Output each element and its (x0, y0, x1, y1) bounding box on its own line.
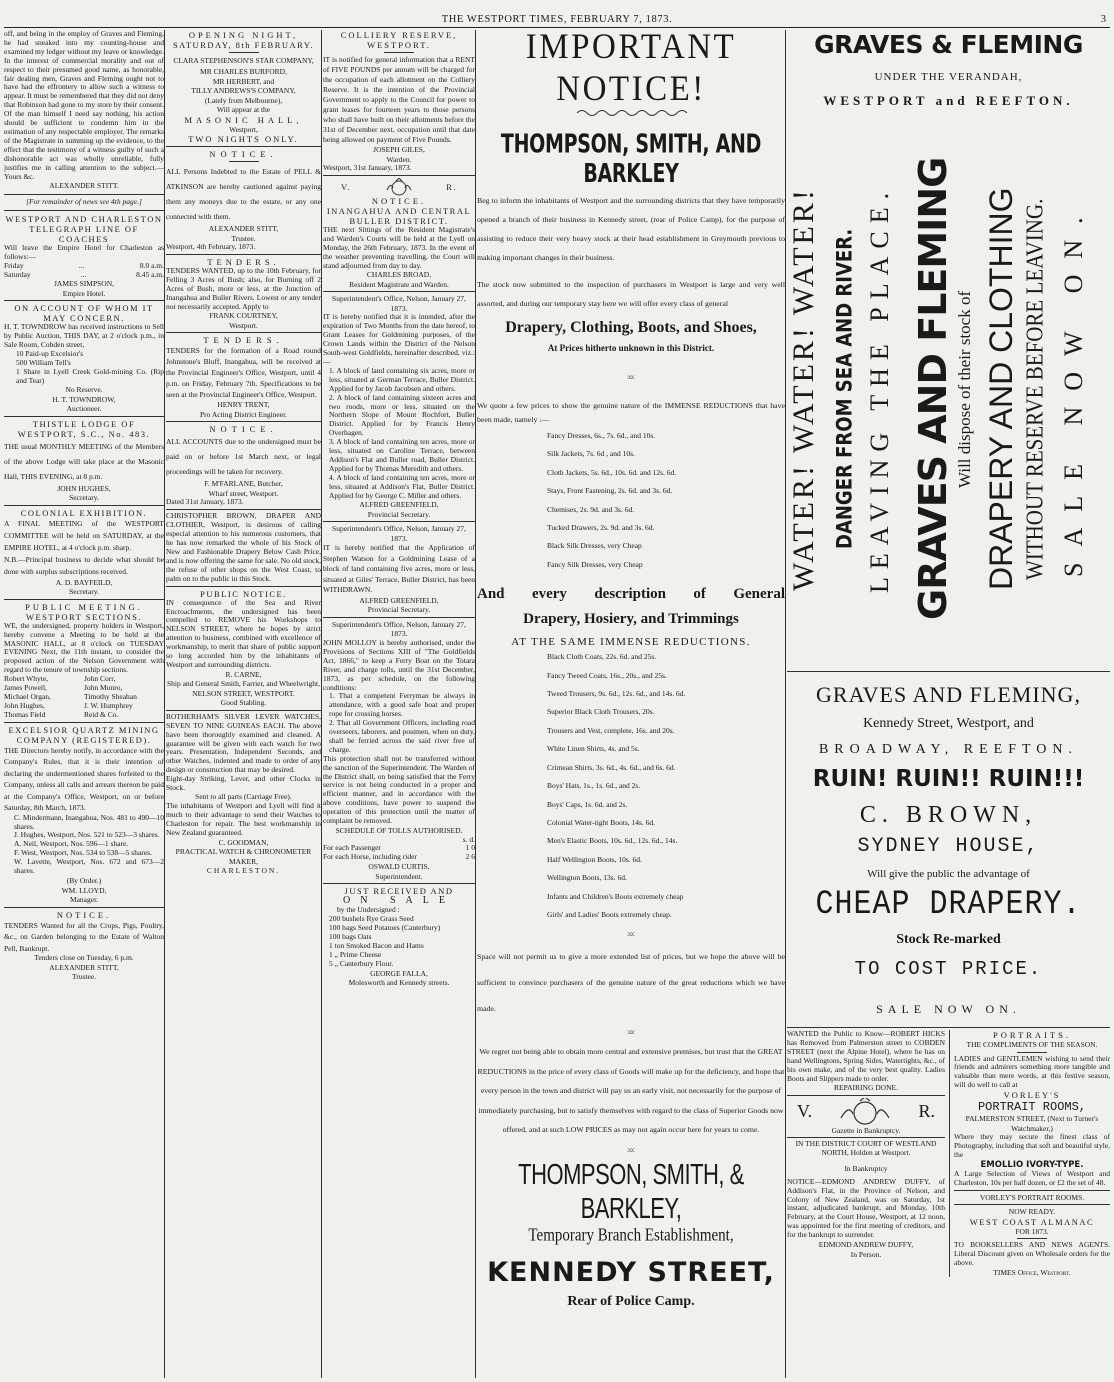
sale-now-on-vertical: SALE NOW ON. (1059, 201, 1088, 577)
signature: JOHN HUGHES, (57, 483, 111, 493)
c-brown: C. BROWN, (859, 802, 1038, 828)
tolls-units: s. d. (462, 834, 475, 844)
vorley-footer: VORLEY'S PORTRAIT ROOMS. (979, 1192, 1085, 1202)
cast-line: TILLY ANDREWS'S COMPANY, (191, 86, 296, 95)
bottom-right-ads (950, 1030, 1110, 1277)
exhibition-nb: N.B.—Principal business to decide what should be done with surplus subscriptions received. (4, 554, 164, 576)
signature: Warden. (386, 154, 412, 164)
drapery-headline: Drapery, Clothing, Boots, and Shoes, (505, 319, 757, 336)
vr-left: V. (341, 181, 352, 192)
royal-arms-icon (384, 178, 414, 196)
duffy-body: NOTICE—EDMOND ANDREW DUFFY, of Addison's Flat, in the Province of Nelson, and Colony of New Zealand, was on Saturday, 1st instant, adjudicated bankrupt, and Monday, 10th February, at the Court House, Westport, at 12 noon, was appointed for the first meeting of creditors, and for the bankrupt to surrender. (787, 1176, 945, 1240)
toll-row: For each Passenger 1 0 (323, 843, 475, 853)
page-number: 3 (1100, 14, 1106, 25)
bottom-ads (787, 1030, 1110, 1277)
graves-and-fleming-vertical: GRAVES AND FLEMING (911, 157, 955, 621)
price-item: Cloth Jackets, 5s. 6d., 10s. 6d. and 12s. 6d. (547, 467, 677, 477)
stock-item: 5 „ Canterbury Flour. (329, 958, 394, 968)
price-item: Wellington Boots, 13s. 6d. (547, 873, 627, 883)
emollio-ivory-type: EMOLLIO IVORY-TYPE. (980, 1159, 1084, 1170)
signature: Westport. (229, 320, 258, 330)
column-rule (321, 30, 322, 1378)
ferry-condition: 1. That a competent Ferryman be always in attendance, with a good safe boat and proper rope for crossing horses. (329, 691, 475, 719)
signature: ALFRED GREENFIELD, (359, 595, 439, 605)
intro-body: Beg to inform the inhabitants of Westport and the surrounding districts that they have temporarily opened a branch of their business in Kennedy street, (rear of Police Camp), for the purpose of assisting to reduce their very heavy stock at their head establishment in Greymouth previous to making important changes in their business. (477, 196, 785, 262)
column-rule (785, 30, 786, 1378)
notice-body: ALL ACCOUNTS due to the undersigned must be paid on or before 1st March next, or legal proceedings will be taken for recovery. (166, 437, 321, 477)
price-item: Half Wellington Boots, 10s. 6d. (547, 854, 642, 864)
excelsior-item: F. West, Westport, Nos. 534 to 538—5 shares. (14, 848, 152, 858)
signature: OSWALD CURTIS, (368, 862, 430, 872)
almanac-heading: WEST COAST ALMANAC (969, 1216, 1095, 1227)
sydney-house: SYDNEY HOUSE, (857, 835, 1040, 858)
signature: Good Stabling. (220, 698, 267, 708)
office-heading: Superintendent's Office, Nelson, January 27, 1873. (332, 619, 466, 639)
stock-remarked: Stock Re-marked (896, 932, 1001, 947)
price-item: Crimean Shirts, 3s. 6d., 4s. 6d., and 6s. 6d. (547, 762, 676, 772)
stock-item: 1 „ Prime Cheese (329, 949, 382, 959)
signature: JOSEPH GILES, (373, 145, 425, 154)
excelsior-heading: EXCELSIOR QUARTZ MINING COMPANY (REGISTERED). (8, 724, 160, 745)
vr-right: R. (918, 1101, 935, 1122)
almanac-year: FOR 1873. (1015, 1226, 1049, 1236)
price-list-2 (477, 648, 785, 924)
auction-item: 10 Paid-up Excelsior's (16, 349, 84, 359)
public-meeting-sub: WESTPORT SECTIONS. (25, 611, 143, 622)
excelsior-body: THE Directors hereby notify, in accordance with the Company's Rules, that it is their intention of declaring the undermentioned shares forfeited to the Company, unless all calls and arrears thereon be paid at the Company's Office, Westport, on or before Saturday, 8th March, 1873. (4, 745, 164, 813)
signature: F. M'FARLANE, Butcher, (204, 479, 283, 489)
signature: Resident Magistrate and Warden. (349, 279, 449, 289)
inangahua-heading: INANGAHUA AND CENTRAL BULLER DISTRICT. (326, 205, 472, 226)
price-item: Stays, Front Fastening, 2s. 6d. and 3s. 6d. (547, 486, 673, 496)
vr-left: V. (797, 1101, 813, 1122)
signature: Trustee. (231, 233, 256, 243)
rear-police-camp: Rear of Police Camp. (567, 1293, 695, 1309)
name-row: Robert Whyte, John Corr, (4, 674, 116, 684)
price-item: Silk Jackets, 7s. 6d , and 10s. (547, 449, 635, 459)
signature: ALEXANDER STITT. (49, 181, 119, 191)
stock-item: 100 bags Oats (329, 931, 372, 941)
price-item: Colonial Water-tight Boots, 14s. 6d. (547, 817, 656, 827)
separator: :o: (627, 1027, 635, 1037)
signature: Secretary. (69, 493, 99, 503)
public-meeting-body: WE, the undersigned, property holders in Westport, hereby convene a Meeting to be held at the MASONIC HALL, at 8 o'clock on TUESDAY EVENING Next, the 11th instant, to consider the proposed action of the Nelson Government with regard to the tenure of township sections. (4, 620, 164, 675)
temporary-branch: Temporary Branch Establishment, (528, 1226, 734, 1246)
advantage-line: Will give the public the advantage of (867, 868, 1030, 880)
signature: NELSON STREET, WESTPORT. (192, 688, 295, 698)
exhibition-body: A FINAL MEETING of the WESTPORT COMMITTEE will be held on SATURDAY, at the EMPIRE HOTEL, at 4 o'clock p.m. sharp. (4, 518, 164, 552)
toll-row: For each Horse, including rider 2 6 (323, 852, 475, 862)
ferry-after: This protection shall not be transferred without the sanction of the Superintendent. The Warden of the District shall, on being satisfied that the Ferry service is not being conducted in a proper and efficient manner, and in accordance with the above conditions, have power to suspend the operation of this protection until the matter of complaint be removed. (323, 753, 475, 826)
tenders-heading: TENDERS. (203, 335, 284, 346)
signature: Superintendent. (375, 871, 423, 881)
signature: Pro Acting District Engineer. (199, 409, 288, 419)
price-item: Fancy Silk Dresses, very Cheap (547, 559, 643, 569)
column-1 (4, 30, 164, 1378)
stock-item: 100 bags Seed Potatoes (Canterbury) (329, 923, 441, 933)
stock-item: 1 ton Smoked Bacon and Hams (329, 940, 424, 950)
quote-body: We quote a few prices to show the genuine nature of the IMMENSE REDUCTIONS that have been made, namely :— (477, 401, 785, 424)
danger-sea-river: DANGER FROM SEA AND RIVER. (832, 228, 858, 550)
withdrawn-body: IT is hereby notified that the Application of Stephen Watson for a Goldmining Lease of a block of land containing five acres, more or less, situated at Giles' Terrace, Buller District, has been WITHDRAWN. (323, 543, 475, 595)
name-row: Michael Organ, Timothy Sheahan (4, 691, 137, 701)
by-order: (By Order.) (66, 876, 102, 885)
masthead (4, 6, 1110, 28)
signature: Provincial Secretary. (367, 509, 431, 519)
price-item: Tucked Drawers, 2s. 9d. and 3s. 6d. (547, 523, 655, 533)
vorley-name: VORLEY'S (1003, 1090, 1061, 1101)
dispose-stock: Will dispose of their stock of (955, 290, 974, 488)
signature: ALEXANDER STITT, (208, 224, 279, 233)
on-sale: ON SALE (343, 895, 455, 907)
column-3 (323, 30, 475, 1378)
lease-item: 3. A block of land containing ten acres, more or less, situated on Caroline Terrace, between Addison's Flat and Buller road, Buller District. Applied for by Thomas Meredith and others. (329, 437, 475, 473)
auction-item: 1 Share in Lyell Creek Gold-mining Co. (Rip and Tear) (16, 366, 164, 385)
signature: WM. LLOYD, (61, 885, 107, 895)
signature: Auctioneer. (66, 404, 102, 414)
column-2 (166, 30, 321, 1378)
signature: CHARLESTON. (206, 866, 281, 876)
excelsior-item: W. Lavette, Westport, Nos. 672 and 673—2 shares. (14, 857, 164, 876)
just-received-heading: JUST RECEIVED AND (344, 886, 454, 897)
price-item: Men's Elastic Boots, 10s. 6d., 12s. 6d., 14s. (547, 836, 678, 846)
column-rule (475, 30, 476, 1378)
bankruptcy-heading: In Bankruptcy (844, 1164, 888, 1174)
exhibition-heading: COLONIAL EXHIBITION. (20, 507, 148, 518)
gazette-heading: Gazette in Bankruptcy. (831, 1125, 901, 1135)
watches-clocks: Eight-day Striking, Lever, and other Clocks in Stock. (166, 774, 321, 793)
price-item: Black Cloth Coats, 22s. 6d. and 25s. (547, 652, 657, 662)
royal-arms-icon (835, 1098, 895, 1126)
signature: Trustee. (71, 972, 97, 982)
signature: ALEXANDER STITT, (49, 962, 119, 972)
reductions-headline: AT THE SAME IMMENSE REDUCTIONS. (511, 636, 751, 649)
signature: HENRY TRENT, (217, 400, 270, 410)
portrait-rooms: PORTRAIT ROOMS, (977, 1100, 1087, 1115)
graves-fleming-headline: GRAVES & FLEMING (814, 30, 1083, 59)
masthead-title: THE WESTPORT TIMES, FEBRUARY 7, 1873. (441, 14, 673, 25)
signature: Empire Hotel. (62, 288, 106, 298)
drapery-clothing-vertical: DRAPERY AND CLOTHING (983, 187, 1019, 591)
signature: Secretary. (69, 587, 99, 597)
public-notice-body: IN consequence of the Sea and River Encroachments, the undersigned has been compelled to REMOVE his Workshops to NELSON STREET, where he hopes by strict attention to business, combined with excellence of workmanship, to merit that share of public support so long accorded him by the inhabitants of Westport and surrounding districts. (166, 597, 321, 669)
colliery-body: IT is notified for general information that a RENT of FIVE POUNDS per annum will be charged for the occupation of each allotment on the Colliery Reserve. It is the intention of the Provincial Government to apply to the Council for power to grant leases for fourteen years to those persons who shall have built on their allotments before the 31st of December next, occupation until that date being allowed on payment of Five Pounds. (323, 55, 475, 144)
lease-item: 2. A block of land containing sixteen acres and two roods, more or less, situated on the Northern Slope of Mount Rochfort, Buller District. Applied for by Francis Henry Overhagen. (329, 392, 475, 438)
tenders-body: TENDERS WANTED, up to the 10th February, for Felling 3 Acres of Bush; also, for Burning off 2 Acres of Bush, more or less, at the Junction of Inangahua and Buller Rivers. Lowest or any tender not necessarily accepted. Apply to (166, 265, 321, 311)
regret-body: We regret not being able to obtain more central and extensive premises, but trust that the GREAT REDUCTIONS in the price of every class of Goods will make up for the deficiency, and hope that every person in the town and district will pay us an early visit, not necessarily for the purpose of immediately purchasing, but to satisfy themselves with regard to the class of Superior Goods now offered, and at such LOW PRICES as may not again occur here for years to come. (477, 1047, 785, 1135)
price-item: Boys' Hats, 1s., 1s. 6d., and 2s. (547, 781, 641, 791)
brown-notice: CHRISTOPHER BROWN, DRAPER AND CLOTHIER, Westport, is desirous of calling especial attention to his numerous customers, that he has now remarked the whole of his Stock of New and Fashionable Drapery Below Cash Price, and is now offering the same for sale. No old stock, the refuse of other shops on the West Coast, to palm on to the public in this Stock. (166, 511, 321, 583)
signature: FRANK COURTNEY, (209, 311, 278, 321)
lease-item: 4. A block of land containing ten acres, more or less, situated at Addison's Flat, Buller District. Applied for by George C. Miller and others. (329, 472, 475, 500)
column-4 (477, 30, 785, 1378)
booksellers-body: TO BOOKSELLERS AND NEWS AGENTS. Liberal Discount given on Wholesale orders for the above. (954, 1240, 1110, 1267)
royal-arms-row (787, 1098, 945, 1126)
price-item: Tweed Trousers, 9s. 6d., 12s. 6d., and 14s. 6d. (547, 689, 686, 699)
price-item: Girls' and Ladies' Boots extremely cheap. (547, 909, 672, 919)
stock-body: The stock now submitted to the inspection of purchasers in Westport is large and very well assorted, and during our temporary stay here we will offer every class of general (477, 280, 785, 308)
colliery-heading: COLLIERY RESERVE, WESTPORT. (340, 30, 458, 50)
signature: PRACTICAL WATCH & CHRONOMETER MAKER, (175, 847, 312, 866)
portraits-heading: PORTRAITS. (993, 1030, 1071, 1040)
auction-item: 500 William Tell's (16, 358, 71, 368)
repairing-done: REPAIRING DONE. (834, 1083, 898, 1093)
leaving-the-place: LEAVING THE PLACE. (865, 184, 894, 594)
coach-row: Saturday ... 8.45 a.m. (4, 269, 164, 279)
coach-row: Friday ... 8.0 a.m. (4, 260, 164, 270)
price-item: Fancy Tweed Coats, 16s., 20s., and 25s. (547, 670, 667, 680)
watches-body: ROTHERHAM'S SILVER LEVER WATCHES, SEVEN TO NINE GUINEAS EACH. The above have been thoroughly examined and cleaned. A guarantee will be given with each watch for two years. Presentation, Independent Seconds, and other Watches, indented and made to order of any design or construction that may be desired. (166, 711, 321, 775)
lodge-body: THE usual MONTHLY MEETING of the Members of the above Lodge will take place at the Masonic Hall, THIS EVENING, at 8 p.m. (4, 441, 164, 481)
lodge-heading: THISTLE LODGE OF WESTPORT, S.C., No. 483. (17, 418, 151, 439)
to-cost-price: TO COST PRICE. (854, 958, 1043, 980)
kennedy-street-line: Kennedy Street, Westport, and (863, 716, 1034, 731)
name-row: James Powell, John Munro, (4, 683, 123, 693)
westport-reefton: WESTPORT and REEFTON. (823, 93, 1074, 108)
inangahua-body: THE next Sittings of the Resident Magistrate's and Warden's Courts will be held at the Lyell on Monday, the 26th February, 1873. In the event of the weather preventing travelling, the Court will stand adjourned from day to day. (323, 224, 475, 270)
signature: A. D. BAYFEILD, (55, 577, 113, 587)
opening-night-heading: OPENING NIGHT, (188, 30, 299, 40)
cheap-drapery: CHEAP DRAPERY. (815, 885, 1082, 925)
signature: Manager. (69, 895, 99, 904)
sale-now-on: SALE NOW ON. (876, 1002, 1021, 1016)
notice-heading: NOTICE. (209, 424, 278, 435)
signature: Molesworth and Kennedy streets. (348, 978, 450, 988)
price-item: White Linen Shirts, 4s. and 5s. (547, 744, 640, 754)
cast-line: MR HERBERT, and (212, 76, 275, 86)
signature: Ship and General Smith, Farrier, and Wheelwright, (166, 679, 321, 689)
auction-heading: ON ACCOUNT OF WHOM IT MAY CONCERN. (14, 303, 154, 324)
public-meeting-heading: PUBLIC MEETING. (25, 601, 143, 612)
notice-heading: NOTICE. (371, 195, 427, 206)
signature: GEORGE FALLA, (370, 968, 428, 978)
office-heading: Superintendent's Office, Nelson, January 27, 1873. (332, 524, 466, 543)
excelsior-item: C. Mindermann, Inangahua, Nos. 481 to 490—10 shares. (14, 812, 164, 831)
palmerston-street: PALMERSTON STREET, (Next to Turner's Watchmaker,) (965, 1114, 1099, 1133)
notice-heading: NOTICE. (209, 149, 278, 159)
watches-lyell: The inhabitants of Westport and Lyell will find it much to their advantage to send their Watches to Charleston for repair. The best workmanship in New Zealand guaranteed. (166, 800, 321, 837)
price-list-1 (477, 427, 785, 574)
ruin-headline: RUIN! RUIN!! RUIN!!! (812, 766, 1085, 792)
hicks-body: WANTED the Public to Know—ROBERT HICKS has Removed from Palmerston street to COBDEN STREET (next the Alpine Hotel), where he has on hand Wellingtons, Spring Sides, Watertights, &c., of his own make, and of the very best quality. Ladies Boots and Slippers made to order. (787, 1029, 945, 1083)
coach-heading: WESTPORT AND CHARLESTON TELEGRAPH LINE OF COACHES (5, 213, 163, 244)
notice-heading: NOTICE. (56, 909, 112, 920)
views-body: A Large Selection of Views of Westport and Charleston, 10s per half dozen, or £2 the set of 48. (954, 1168, 1110, 1187)
cast-line: Will appear at the (216, 105, 271, 114)
just-received-by: by the Undersigned : (337, 905, 400, 915)
tolls-heading: SCHEDULE OF TOLLS AUTHORISED. (335, 826, 463, 835)
price-item: Chemises, 2s. 9d. and 3s. 6d. (547, 504, 635, 514)
cast-line: MR CHARLES BURFORD, (200, 67, 287, 76)
court-heading: IN THE DISTRICT COURT OF WESTLAND NORTH, Holden at Westport. (795, 1139, 937, 1158)
royal-arms-row (323, 178, 475, 196)
without-reserve: WITHOUT RESERVE BEFORE LEAVING. (1020, 198, 1049, 580)
excelsior-item: A. Neil, Westport, Nos. 596—1 share. (14, 839, 129, 849)
firm-name-footer: THOMPSON, SMITH, & BARKLEY, (518, 1158, 744, 1225)
vr-right: R. (446, 181, 457, 192)
office-heading: Superintendent's Office, Nelson, January 27, 1873. (332, 294, 466, 313)
auction-body: H. T. TOWNDROW has received instructions to Sell by Public Auction, THIS DAY, at 2 o'clock p.m., in Sale Room, Cobden street, (4, 322, 164, 350)
signature: ALFRED GREENFIELD, (359, 500, 439, 510)
broadway-reefton: BROADWAY, REEFTON. (818, 742, 1079, 757)
tenders-body: TENDERS for the formation of a Road round Johnstone's Bluff, Inangahua, will be received at the Provincial Engineer's Office, Westport, until 4 p.m. on Friday, February 7th. Specifications to be seen at the Provincial Engineer's Office, Westport. (166, 346, 321, 400)
price-item: Boys' Caps, 1s. 6d. and 2s. (547, 799, 628, 809)
separator: :o: (627, 372, 635, 381)
compliments-heading: THE COMPLIMENTS OF THE SEASON. (966, 1040, 1098, 1049)
signature: C. GOODMAN, (218, 837, 269, 847)
signature: Provincial Secretary. (367, 605, 431, 615)
signature: H. T. TOWNDROW, (52, 394, 116, 404)
venue: MASONIC HALL, (184, 114, 303, 125)
notice-date: Westport, 4th February, 1873. (166, 242, 256, 251)
vertical-ad (787, 119, 1110, 659)
watches-carriage: Sent to all parts (Carriage Free). (195, 792, 292, 801)
bottom-left-ads (787, 1030, 950, 1277)
cast-line: (Lately from Melbourne), (204, 95, 283, 105)
signature: CHARLES BROAD, (366, 270, 432, 280)
notice-body: ALL Persons Indebted to the Estate of PELL & ATKINSON are hereby cautioned against paying them any moneys due to the estate, or any one connected with them. (166, 167, 321, 221)
graves-fleming-address-heading: GRAVES AND FLEMING, (816, 682, 1081, 707)
price-item: Black Silk Dresses, very Cheap (547, 541, 642, 551)
name-row: John Hughes, J. W. Humphrey (4, 700, 133, 710)
public-notice-heading: PUBLIC NOTICE. (200, 588, 287, 599)
colliery-date: Westport, 31st January, 1873. (323, 163, 412, 172)
excelsior-item: J. Hughes, Westport, Nos. 521 to 523—3 shares. (14, 830, 160, 840)
signature: In Person. (850, 1249, 882, 1259)
notice-body: TENDERS Wanted for all the Crops, Pigs, Poultry, &c., on Garden belonging to the Estate of Walton Pell, Bankrupt. (4, 920, 164, 953)
remainder-note: [For remainder of news see 4th page.] (26, 196, 142, 206)
ladies-body: LADIES and GENTLEMEN wishing to send their friends and admirers something more tangible and valuable than mere words, at this festive season, will do well to call at (954, 1053, 1110, 1090)
lease-item: 1. A block of land containing six acres, more or less, situated at German Terrace, Buller District. Applied for by Jacob Jacobsen and others. (329, 365, 475, 393)
description-headline: And every description of General (477, 586, 785, 603)
price-item: Fancy Dresses, 6s., 7s. 6d., and 10s. (547, 431, 656, 440)
opening-night-company: CLARA STEPHENSON'S STAR COMPANY, (173, 56, 314, 65)
name-row: Thomas Field Reid & Co. (4, 709, 119, 719)
under-verandah: UNDER THE VERANDAH, (874, 71, 1023, 83)
opening-night-date: SATURDAY, 8th FEBRUARY. (172, 40, 315, 50)
notice-close: Tenders close on Tuesday, 6 p.m. (34, 953, 134, 962)
hosiery-headline: Drapery, Hosiery, and Trimmings (523, 611, 739, 628)
firm-name: THOMPSON, SMITH, AND BARKLEY (500, 129, 762, 189)
space-body: Space will not permit us to give a more extended list of prices, but we hope the above will be sufficient to convince purchasers of the genuine nature of the great reductions which we have made. (477, 952, 785, 1014)
signature: EDMOND ANDREW DUFFY, (818, 1240, 914, 1250)
prices-line: At Prices hitherto unknown in this District. (547, 343, 715, 353)
separator: :o: (627, 1144, 635, 1154)
notice-date: Dated 31st January, 1873. (166, 497, 244, 507)
price-item: Infants and Children's Boots extremely cheap (547, 891, 684, 901)
leases-body: IT is hereby notified that it is intended, after the expiration of Two Months from the date hereof, to Grant Leases for Goldmining purposes, of the Crown Lands within the District of the Nelson South-west Goldfields, hereinafter described, viz.:— (323, 312, 475, 366)
separator: :o: (627, 929, 635, 939)
auction-item: No Reserve. (65, 384, 103, 394)
column-5 (787, 30, 1110, 1378)
signature: JAMES SIMPSON, (53, 279, 115, 289)
signature: R. CARNE, (225, 669, 262, 679)
stock-item: 200 bushels Rye Grass Seed (329, 914, 414, 924)
ferry-body: JOHN MOLLOY is hereby authorised, under the Provisions of Sections XIII of "The Goldfields Act, 1866," to keep a Ferry Boat on the Totara River, and charge tolls, until the 31st December, 1873, as per schedule, on the following conditions: (323, 637, 475, 692)
important-notice-headline: IMPORTANT NOTICE! (525, 30, 737, 109)
signature: Wharf street, Westport. (208, 488, 279, 498)
two-nights: TWO NIGHTS ONLY. (188, 134, 299, 144)
now-ready: NOW READY. (1008, 1207, 1056, 1217)
graves-letter: off, and being in the employ of Graves and Fleming, he had sneaked into my counting-house and examined my ledger without my leave or knowledge. In the interest of commercial morality and out of respect to their presumed good name, as honorable, fair dealing men, Graves and Fleming ought not to have had the effrontery to allow such a witness to appear. It must be remembered that they did not deny that Robinson had gone to my store by their consent. Of the man himself I need say nothing, his action should be sufficient to condemn him in the estimation of any respectable employer. The remarks of the Magistrate in summing up the evidence, to the effect that the testimony of a witness guilty of such a dishonorable act was wholly unreliable, fully justifies me in calling attention to the subject.—Yours &c. (4, 30, 164, 181)
price-item: Trousers and Vest, complete, 16s. and 20s. (547, 725, 675, 735)
column-rule (164, 30, 165, 1378)
price-item: Superior Black Cloth Trousers, 20s. (547, 707, 655, 717)
ferry-condition: 2. That all Government Officers, including road overseers, laborers, and postmen, when on duty, shall be ferried across the said river free of charge. (329, 718, 475, 754)
tenders-heading: TENDERS. (207, 256, 280, 267)
times-office: TIMES Office, Westport. (993, 1267, 1071, 1277)
coach-body: Will leave the Empire Hotel for Charleston as follows:— (4, 242, 164, 261)
venue-town: Westport, (229, 124, 258, 134)
kennedy-street: KENNEDY STREET, (487, 1256, 775, 1288)
where-body: Where they may secure the finest class of Photography, including that soft and beautiful style, the (954, 1132, 1110, 1159)
water-water: WATER! WATER! WATER! (787, 187, 820, 591)
